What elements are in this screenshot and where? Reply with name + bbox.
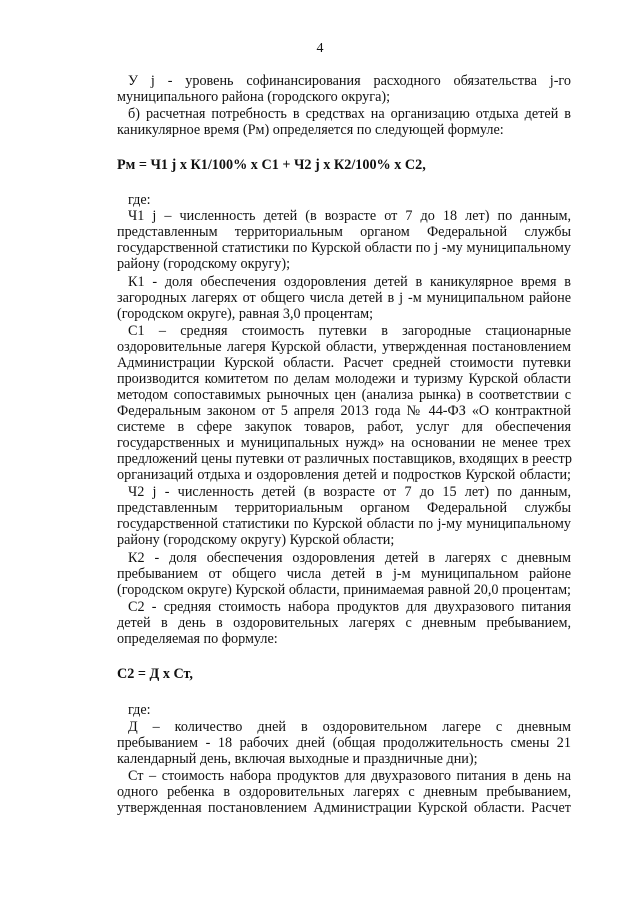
page-number: 4 — [316, 41, 324, 56]
text-line: государственной статистики по Курской области по j -му муниципальному — [117, 240, 571, 256]
text-line: Д – количество дней в оздоровительном лагере с дневным — [128, 719, 571, 735]
text-line: Администрации Курской области. Расчет средней стоимости путевки — [117, 355, 571, 371]
text-line: представленным территориальным органом Федеральной службы — [117, 224, 571, 240]
text-line: б) расчетная потребность в средствах на организацию отдыха детей в — [128, 106, 571, 122]
text-line: методом сопоставимых рыночных цен (анализа рынка) в соответствии с — [117, 387, 571, 403]
text-line: С2 = Д х Ст, — [117, 666, 193, 682]
text-line: (городском округе), равная 3,0 процентам; — [117, 306, 374, 322]
text-line: муниципального района (городского округа); — [117, 89, 391, 105]
text-line: представленным территориальным органом Федеральной службы — [117, 500, 571, 516]
text-line: оздоровительные лагеря Курской области, утвержденная постановлением — [117, 339, 571, 355]
text-line: (городском округе) Курской области, принимаемая равной 20,0 процентам; — [117, 582, 571, 598]
text-line: организаций отдыха и оздоровления детей и подростков Курской области; — [117, 467, 571, 483]
text-line: предложений цены путевки от различных поставщиков, входящих в реестр — [117, 451, 572, 467]
text-line: государственных и муниципальных нужд» на основании не менее трех — [117, 435, 571, 451]
text-line: пребыванием от общего числа детей в j-м муниципальном районе — [117, 566, 571, 582]
text-line: одного ребенка в оздоровительных лагерях с дневным пребыванием, — [117, 784, 571, 800]
text-line: утвержденная постановлением Администрации Курской области. Расчет — [117, 800, 571, 816]
text-line: Федеральным законом от 5 апреля 2013 года № 44-ФЗ «О контрактной — [117, 403, 571, 419]
text-line: Рм = Ч1 j х К1/100% х С1 + Ч2 j х К2/100% х С2, — [117, 157, 426, 173]
text-line: определяемая по формуле: — [117, 631, 278, 647]
text-line: Ч1 j – численность детей (в возрасте от 7 до 18 лет) по данным, — [128, 208, 571, 224]
text-line: где: — [128, 702, 151, 718]
text-line: загородных лагерях от общего числа детей в j -м муниципальном районе — [117, 290, 571, 306]
text-line: К2 - доля обеспечения оздоровления детей в лагерях с дневным — [128, 550, 571, 566]
text-line: Ч2 j - численность детей (в возрасте от 7 до 15 лет) по данным, — [128, 484, 571, 500]
text-line: пребыванием - 18 рабочих дней (общая продолжительность смены 21 — [117, 735, 571, 751]
text-line: где: — [128, 192, 151, 208]
text-line: каникулярное время (Рм) определяется по следующей формуле: — [117, 122, 504, 138]
text-line: производится комитетом по делам молодежи и туризму Курской области — [117, 371, 571, 387]
text-line: Ст – стоимость набора продуктов для двухразового питания в день на — [128, 768, 571, 784]
text-line: системе в сфере закупок товаров, работ, услуг для обеспечения — [117, 419, 571, 435]
text-line: С1 – средняя стоимость путевки в загородные стационарные — [128, 323, 571, 339]
text-line: детей в день в оздоровительных лагерях с дневным пребыванием, — [117, 615, 571, 631]
text-line: С2 - средняя стоимость набора продуктов для двухразового питания — [128, 599, 571, 615]
text-line: району (городскому округу); — [117, 256, 291, 272]
text-line: календарный день, включая выходные и праздничные дни); — [117, 751, 478, 767]
text-line: У j - уровень софинансирования расходного обязательства j-го — [128, 73, 571, 89]
text-line: К1 - доля обеспечения оздоровления детей в каникулярное время в — [128, 274, 571, 290]
text-line: государственной статистики по Курской области по j-му муниципальному — [117, 516, 571, 532]
text-line: району (городскому округу) Курской области; — [117, 532, 395, 548]
